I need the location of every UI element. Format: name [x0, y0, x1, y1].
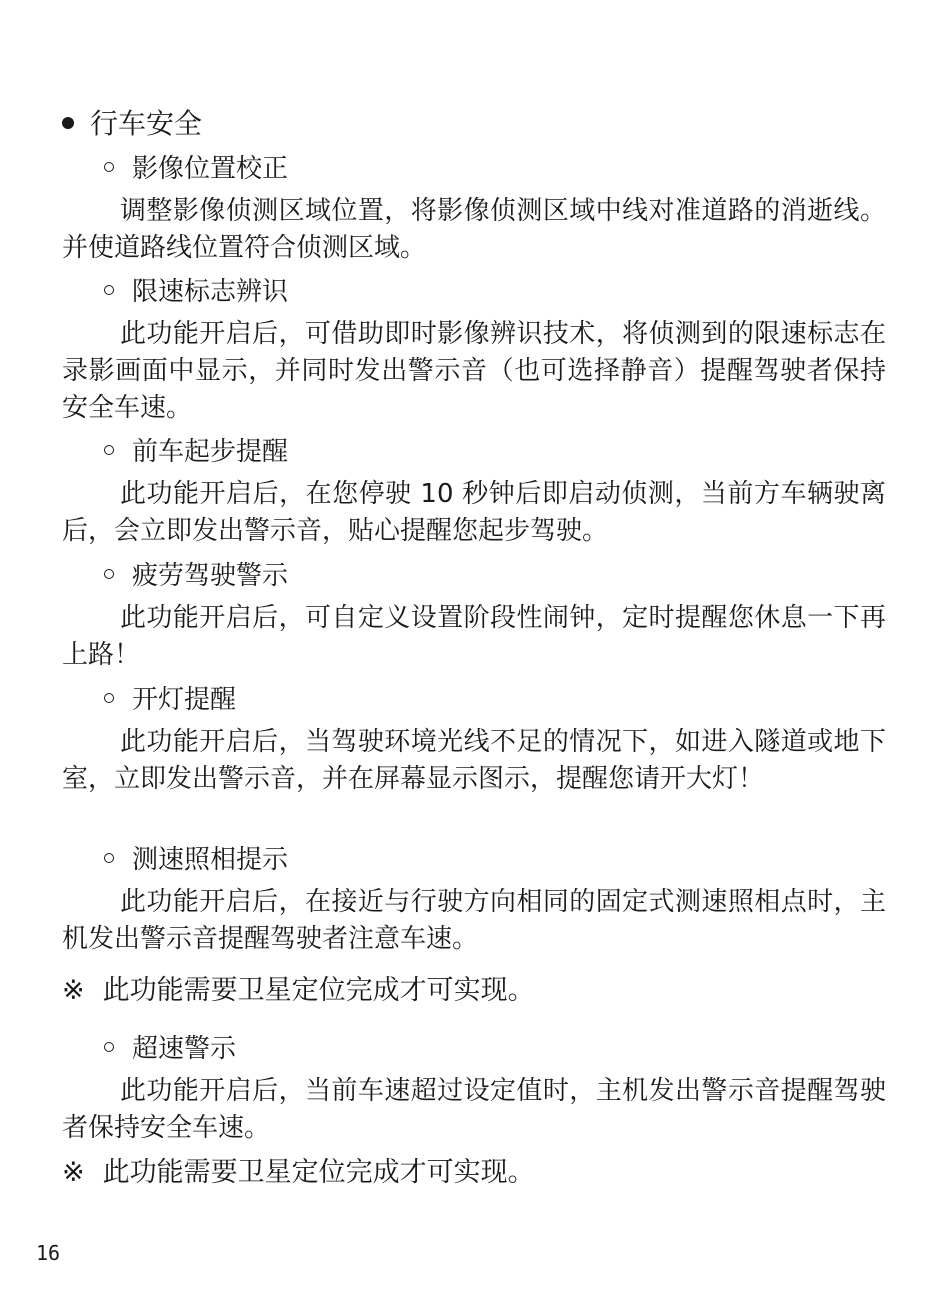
item-text-speed-camera: 此功能开启后，在接近与行驶方向相同的固定式测速照相点时，主机发出警示音提醒驾驶者注意车速。: [62, 887, 886, 954]
note-mark: ※: [62, 1157, 85, 1188]
page-number: 16: [36, 1241, 61, 1265]
bullet-circle-icon: [104, 445, 114, 455]
item-text-speed-sign: 此功能开启后，可借助即时影像辨识技术，将侦测到的限速标志在录影画面中显示，并同时发出警示音（也可选择静音）提醒驾驶者保持安全车速。: [62, 319, 886, 423]
bullet-circle-icon: [104, 693, 114, 703]
bullet-circle-icon: [104, 1042, 114, 1052]
item-text-headlight: 此功能开启后，当驾驶环境光线不足的情况下，如进入隧道或地下室，立即发出警示音，并在屏幕显示图示，提醒您请开大灯！: [62, 727, 886, 794]
item-text-fatigue-driving: 此功能开启后，可自定义设置阶段性闹钟，定时提醒您休息一下再上路！: [62, 603, 886, 670]
item-heading-overspeed: [104, 1034, 236, 1064]
item-heading-speed-camera: [104, 845, 288, 875]
item-heading-fatigue-driving: [104, 561, 288, 591]
item-heading-front-car-start: [104, 437, 288, 467]
item-text-overspeed: 此功能开启后，当前车速超过设定值时，主机发出警示音提醒驾驶者保持安全车速。: [62, 1076, 886, 1143]
note-speed-camera: [62, 975, 535, 1007]
note-text: 此功能需要卫星定位完成才可实现。: [102, 1157, 535, 1188]
item-heading-image-position: [104, 154, 288, 184]
note-overspeed: [62, 1157, 535, 1189]
bullet-dot-icon: [62, 117, 74, 129]
item-title: 限速标志辨识: [132, 277, 289, 307]
bullet-circle-icon: [104, 285, 114, 295]
item-heading-speed-sign: [104, 277, 288, 307]
item-title: 前车起步提醒: [132, 437, 289, 467]
note-mark: ※: [62, 975, 85, 1006]
item-title: 超速警示: [132, 1034, 237, 1064]
item-text-front-car-start: 此功能开启后，在您停驶 10 秒钟后即启动侦测，当前方车辆驶离后，会立即发出警示音，贴心提醒您起步驾驶。: [62, 479, 886, 546]
note-text: 此功能需要卫星定位完成才可实现。: [102, 975, 535, 1006]
item-heading-headlight: [104, 685, 236, 715]
item-title: 测速照相提示: [132, 845, 289, 875]
item-title: 影像位置校正: [132, 154, 289, 184]
item-title: 疲劳驾驶警示: [132, 561, 289, 591]
item-title: 开灯提醒: [132, 685, 237, 715]
bullet-circle-icon: [104, 569, 114, 579]
bullet-circle-icon: [104, 853, 114, 863]
bullet-circle-icon: [104, 162, 114, 172]
section-title: 行车安全: [90, 107, 203, 140]
section-heading: [62, 108, 202, 140]
item-text-image-position: 调整影像侦测区域位置，将影像侦测区域中线对准道路的消逝线。并使道路线位置符合侦测区域。: [62, 196, 886, 263]
